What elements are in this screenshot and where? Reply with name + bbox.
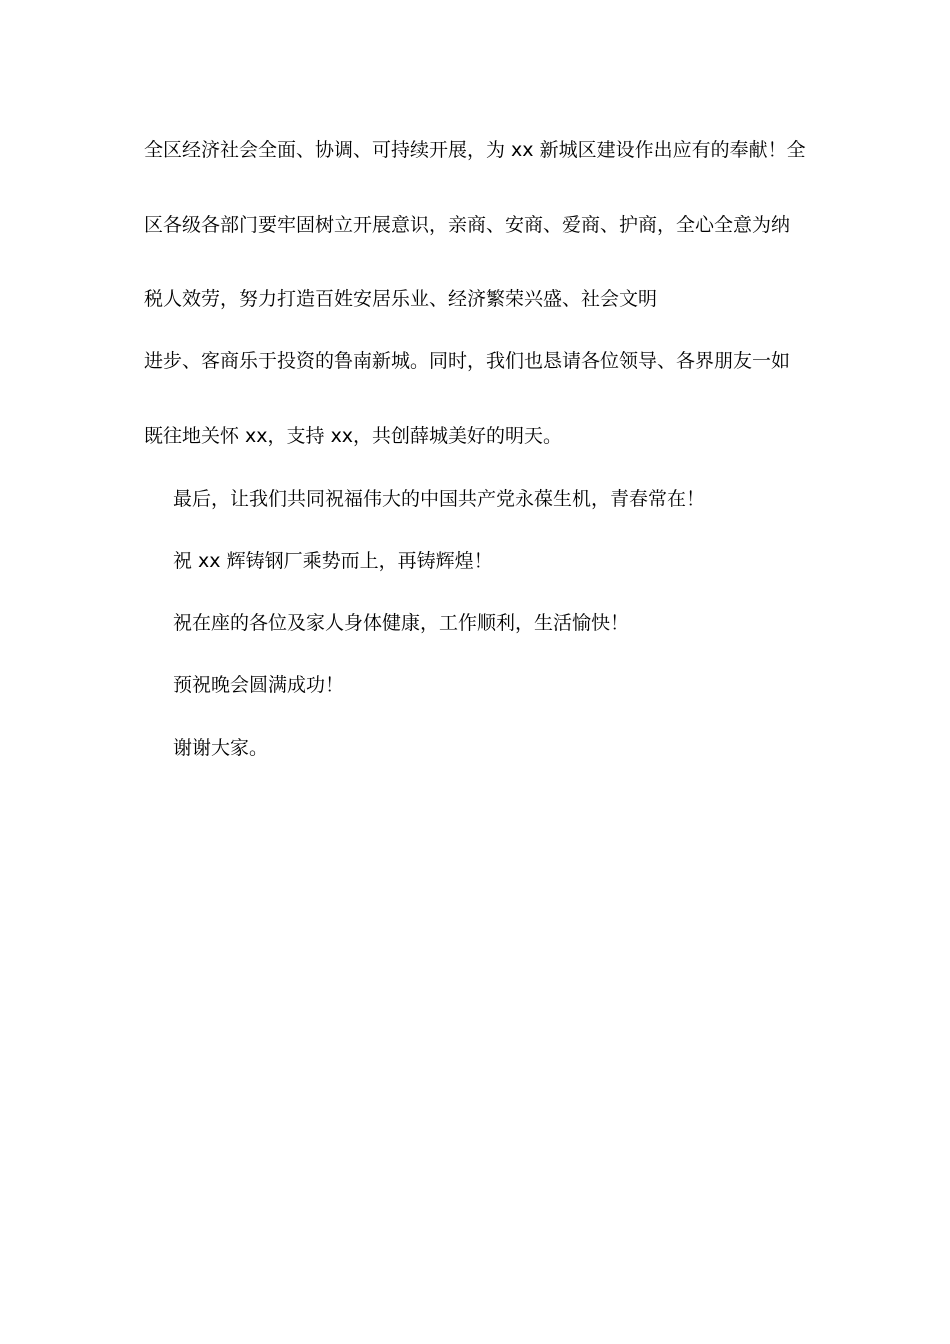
paragraph-line: 税人效劳，努力打造百姓安居乐业、经济繁荣兴盛、社会文明: [144, 288, 658, 310]
closing-line: 预祝晚会圆满成功！: [173, 674, 345, 696]
paragraph-line: 全区经济社会全面、协调、可持续开展，为 xx 新城区建设作出应有的奉献！全: [144, 139, 806, 161]
paragraph-line: 既往地关怀 xx，支持 xx，共创薛城美好的明天。: [144, 425, 563, 447]
paragraph-line: 区各级各部门要牢固树立开展意识，亲商、安商、爱商、护商，全心全意为纳: [144, 214, 791, 236]
closing-line: 谢谢大家。: [173, 737, 269, 759]
closing-line: 祝 xx 辉铸钢厂乘势而上，再铸辉煌！: [173, 550, 493, 572]
paragraph-line: 进步、客商乐于投资的鲁南新城。同时，我们也恳请各位领导、各界朋友一如: [144, 350, 791, 372]
closing-line: 最后，让我们共同祝福伟大的中国共产党永葆生机，青春常在！: [173, 488, 706, 510]
closing-line: 祝在座的各位及家人身体健康，工作顺利，生活愉快！: [173, 612, 630, 634]
